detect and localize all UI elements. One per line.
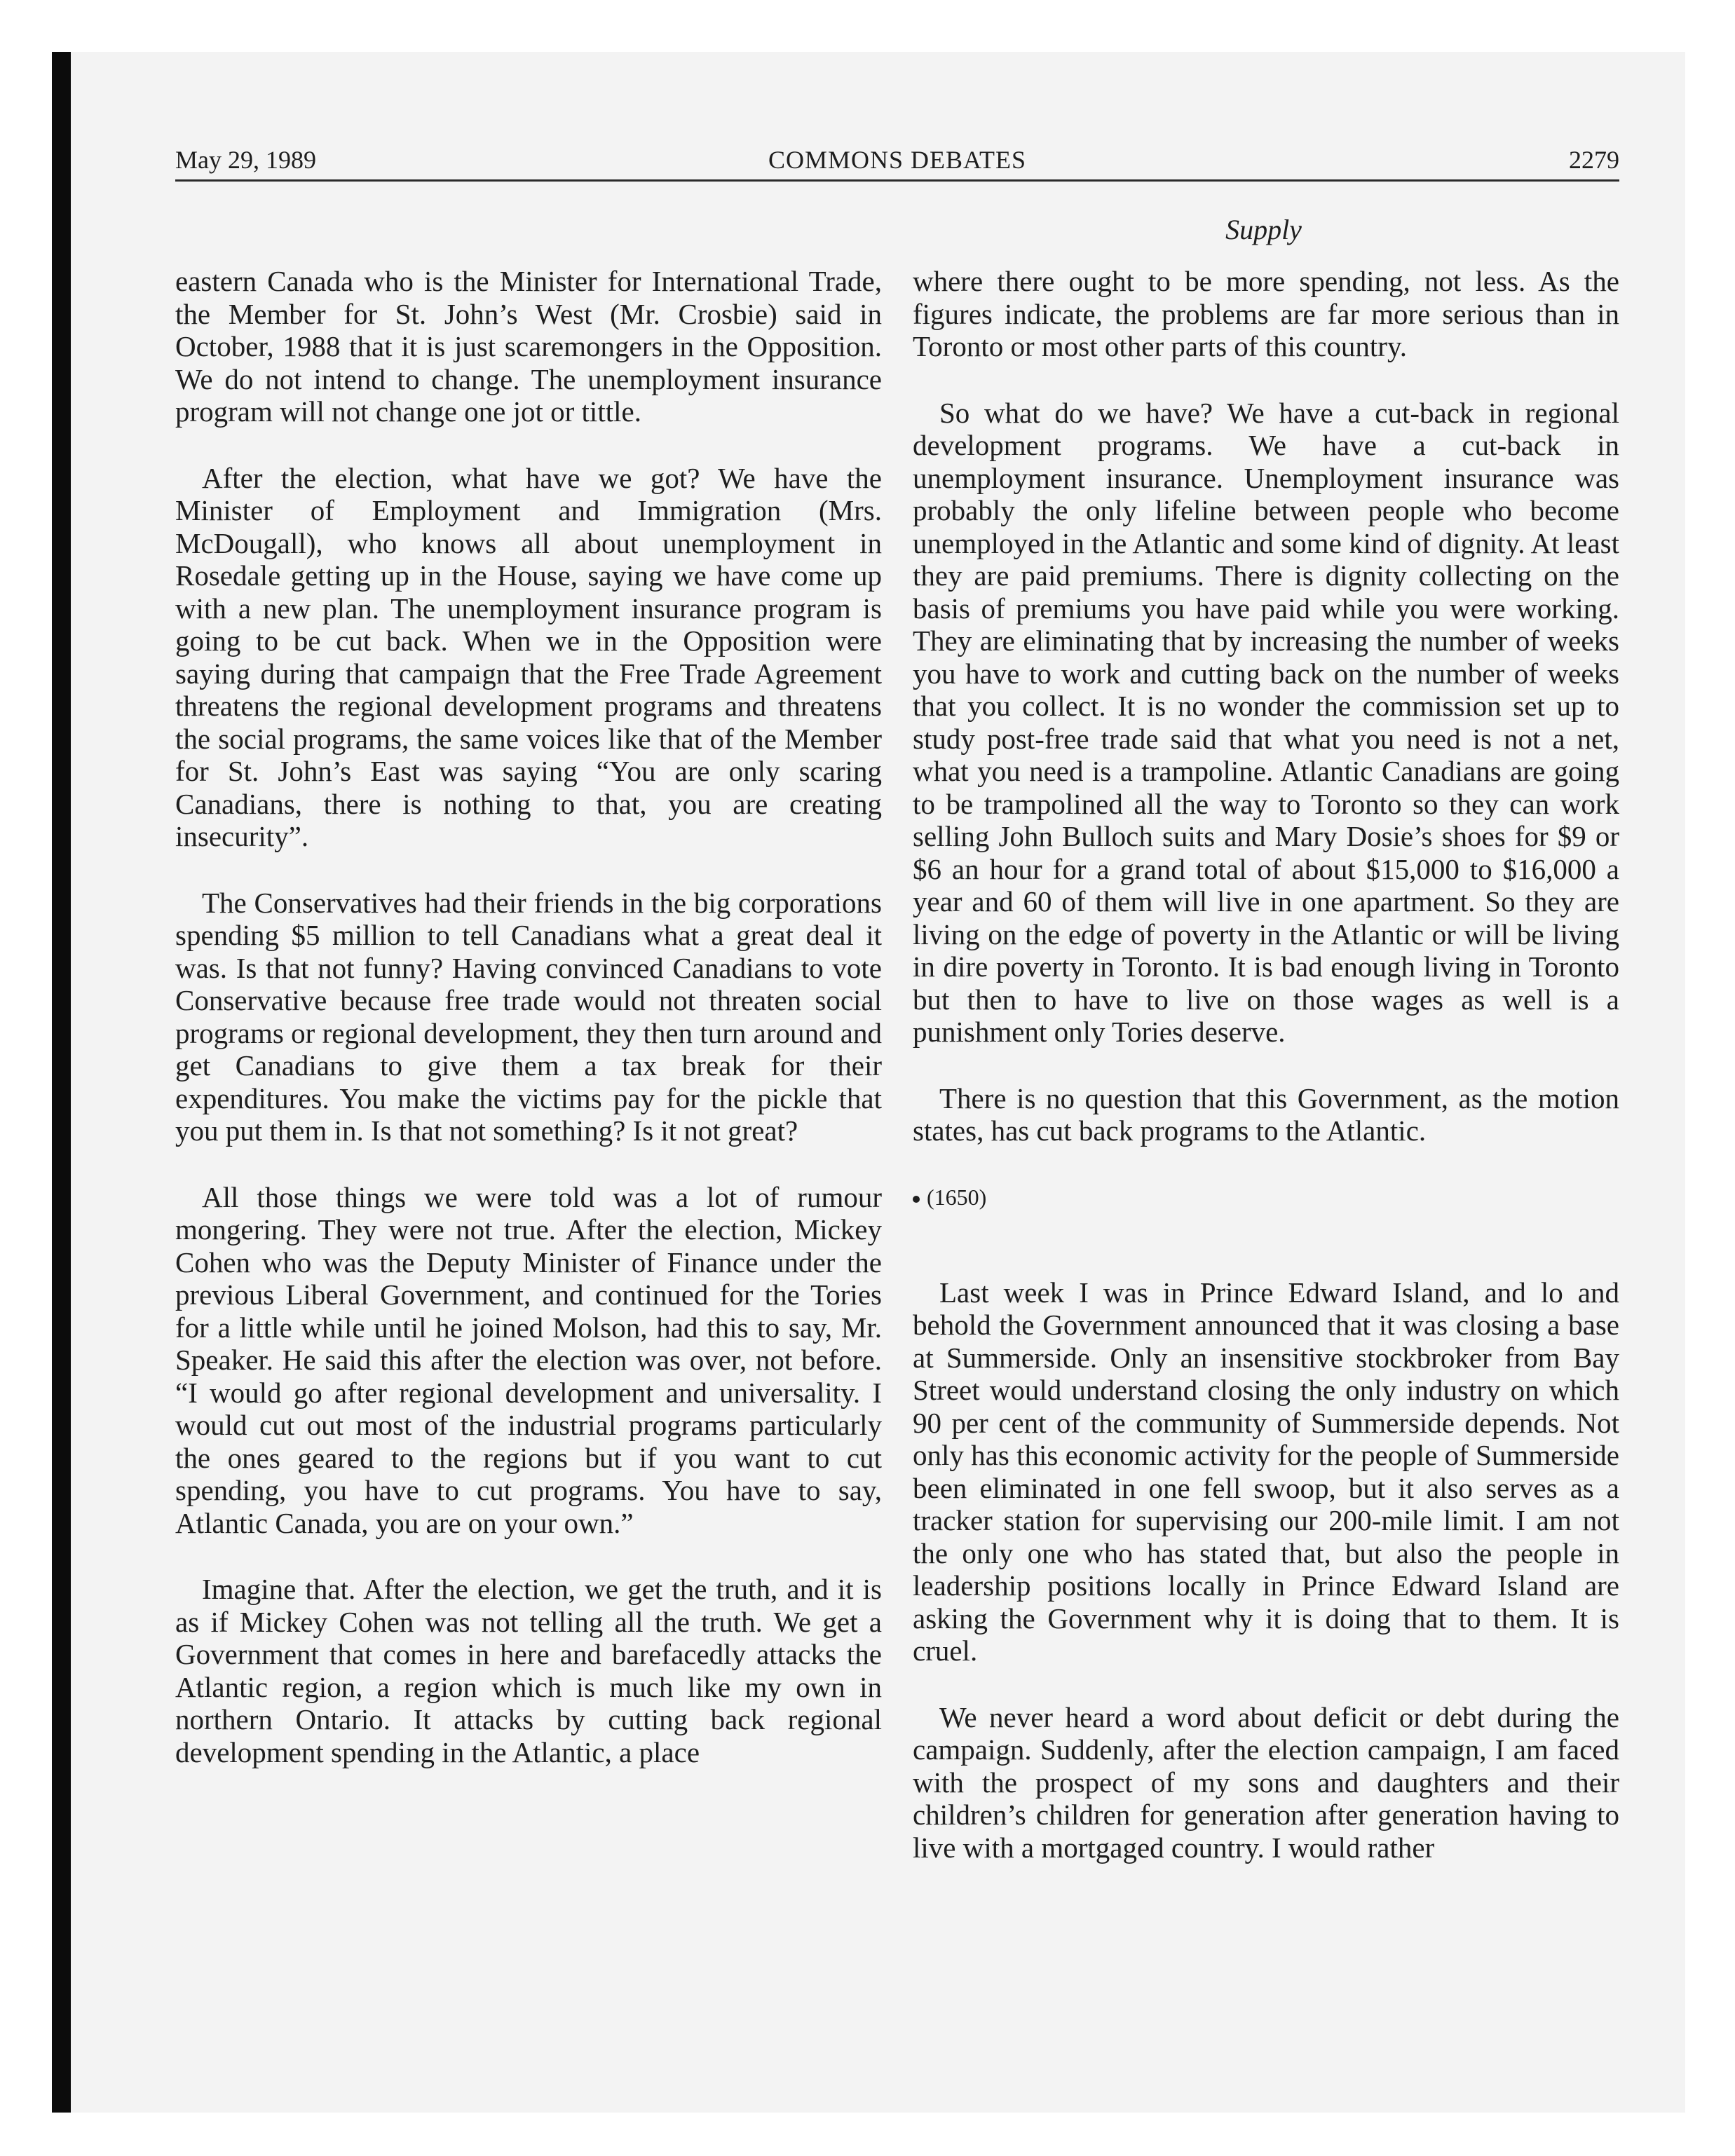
- time-stamp: [913, 1181, 1619, 1213]
- left-paragraph-4: All those things we were told was a lot of rumour mongering. They were not true. After the election, Mickey Cohen who was the Deputy Minister of Finance under the previous Liberal Government, and continued for the Tories for a little while until he joined Molson, had this to say, Mr. Speaker. He said this after the election was over, not before. “I would go after regional development and universality. I would cut out most of the industrial programs particularly the ones geared to the regions but if you want to cut spending, you have to cut programs. You have to say, Atlantic Canada, you are on your own.”: [175, 1180, 882, 1539]
- section-label: Supply: [1225, 214, 1302, 245]
- right-paragraph-4: Last week I was in Prince Edward Island, and lo and behold the Government announced that it was closing a base at Summerside. Only an insensitive stockbroker from Bay Street would understand closing the only industry on which 90 per cent of the community of Summerside depends. Not only has this economic activity for the people of Summerside been eliminated in one fell swoop, but it also serves as a tracker station for supervising our 200-mile limit. I am not the only one who has stated that, but also the people in leadership positions locally in Prince Edward Island are asking the Government why it is doing that to them. It is cruel.: [913, 1276, 1619, 1667]
- left-paragraph-3: The Conservatives had their friends in the big corporations spending $5 million to tell Canadians what a great deal it was. Is that not funny? Having convinced Canadians to vote Conservative because free trade would not threaten social programs or regional development, they then turn around and get Canadians to give them a tax break for their expenditures. You make the victims pay for the pickle that you put them in. Is that not something? Is it not great?: [175, 886, 882, 1147]
- document-page: [175, 126, 1619, 2061]
- header-page-number: 2279: [1569, 146, 1619, 174]
- binding-edge: [52, 52, 71, 2113]
- right-paragraph-2: So what do we have? We have a cut-back in regional development programs. We have a cut-back in unemployment insurance. Unemployment insurance was probably the only lifeline between people who become unemployed in the Atlantic and some kind of dignity. At least they are paid premiums. There is dignity collecting on the basis of premiums you have paid while you were working. They are eliminating that by increasing the number of weeks you have to work and cutting back on the number of weeks that you collect. It is no wonder the commission set up to study post-free trade said that what you need is not a net, what you need is a trampoline. Atlantic Canadians are going to be trampolined all the way to Toronto so they can work selling John Bulloch suits and Mary Dosie’s shoes for $9 or $6 an hour for a grand total of about $15,000 to $16,000 a year and 60 of them will live in one apartment. So they are living on the edge of poverty in the Atlantic or will be living in dire poverty in Toronto. It is bad enough living in Toronto but then to have to live on those wages as well is a punishment only Tories deserve.: [913, 396, 1619, 1048]
- header-title: COMMONS DEBATES: [768, 146, 1027, 174]
- running-header: [175, 139, 1619, 181]
- left-paragraph-1: eastern Canada who is the Minister for International Trade, the Member for St. John’s West (Mr. Crosbie) said in October, 1988 that it is just scaremongers in the Opposition. We do not intend to change. The unemployment insurance program will not change one jot or tittle.: [175, 265, 882, 428]
- right-paragraph-3: There is no question that this Government, as the motion states, has cut back programs to the Atlantic.: [913, 1082, 1619, 1147]
- time-stamp-text: (1650): [927, 1184, 987, 1210]
- right-paragraph-1: where there ought to be more spending, not less. As the figures indicate, the problems are far more serious than in Toronto or most other parts of this country.: [913, 265, 1619, 362]
- bullet-icon: [913, 1196, 920, 1203]
- right-paragraph-5: We never heard a word about deficit or debt during the campaign. Suddenly, after the election campaign, I am faced with the prospect of my sons and daughters and their children’s children for generation after generation having to live with a mortgaged country. I would rather: [913, 1700, 1619, 1864]
- right-column: [913, 265, 1619, 1897]
- header-rule: [175, 179, 1619, 182]
- header-date: May 29, 1989: [175, 146, 316, 174]
- left-paragraph-2: After the election, what have we got? We have the Minister of Employment and Immigration (Mrs. McDougall), who knows all about unemployment in Rosedale getting up in the House, saying we have come up with a new plan. The unemployment insurance program is going to be cut back. When we in the Opposition were saying during that campaign that the Free Trade Agreement threatens the regional development programs and threatens the social programs, the same voices like that of the Member for St. John’s East was saying “You are only scaring Canadians, there is nothing to that, you are creating insecurity”.: [175, 461, 882, 852]
- left-paragraph-5: Imagine that. After the election, we get the truth, and it is as if Mickey Cohen was not telling all the truth. We get a Government that comes in here and barefacedly attacks the Atlantic region, a region which is much like my own in northern Ontario. It attacks by cutting back regional development spending in the Atlantic, a place: [175, 1573, 882, 1768]
- left-column: [175, 265, 882, 1802]
